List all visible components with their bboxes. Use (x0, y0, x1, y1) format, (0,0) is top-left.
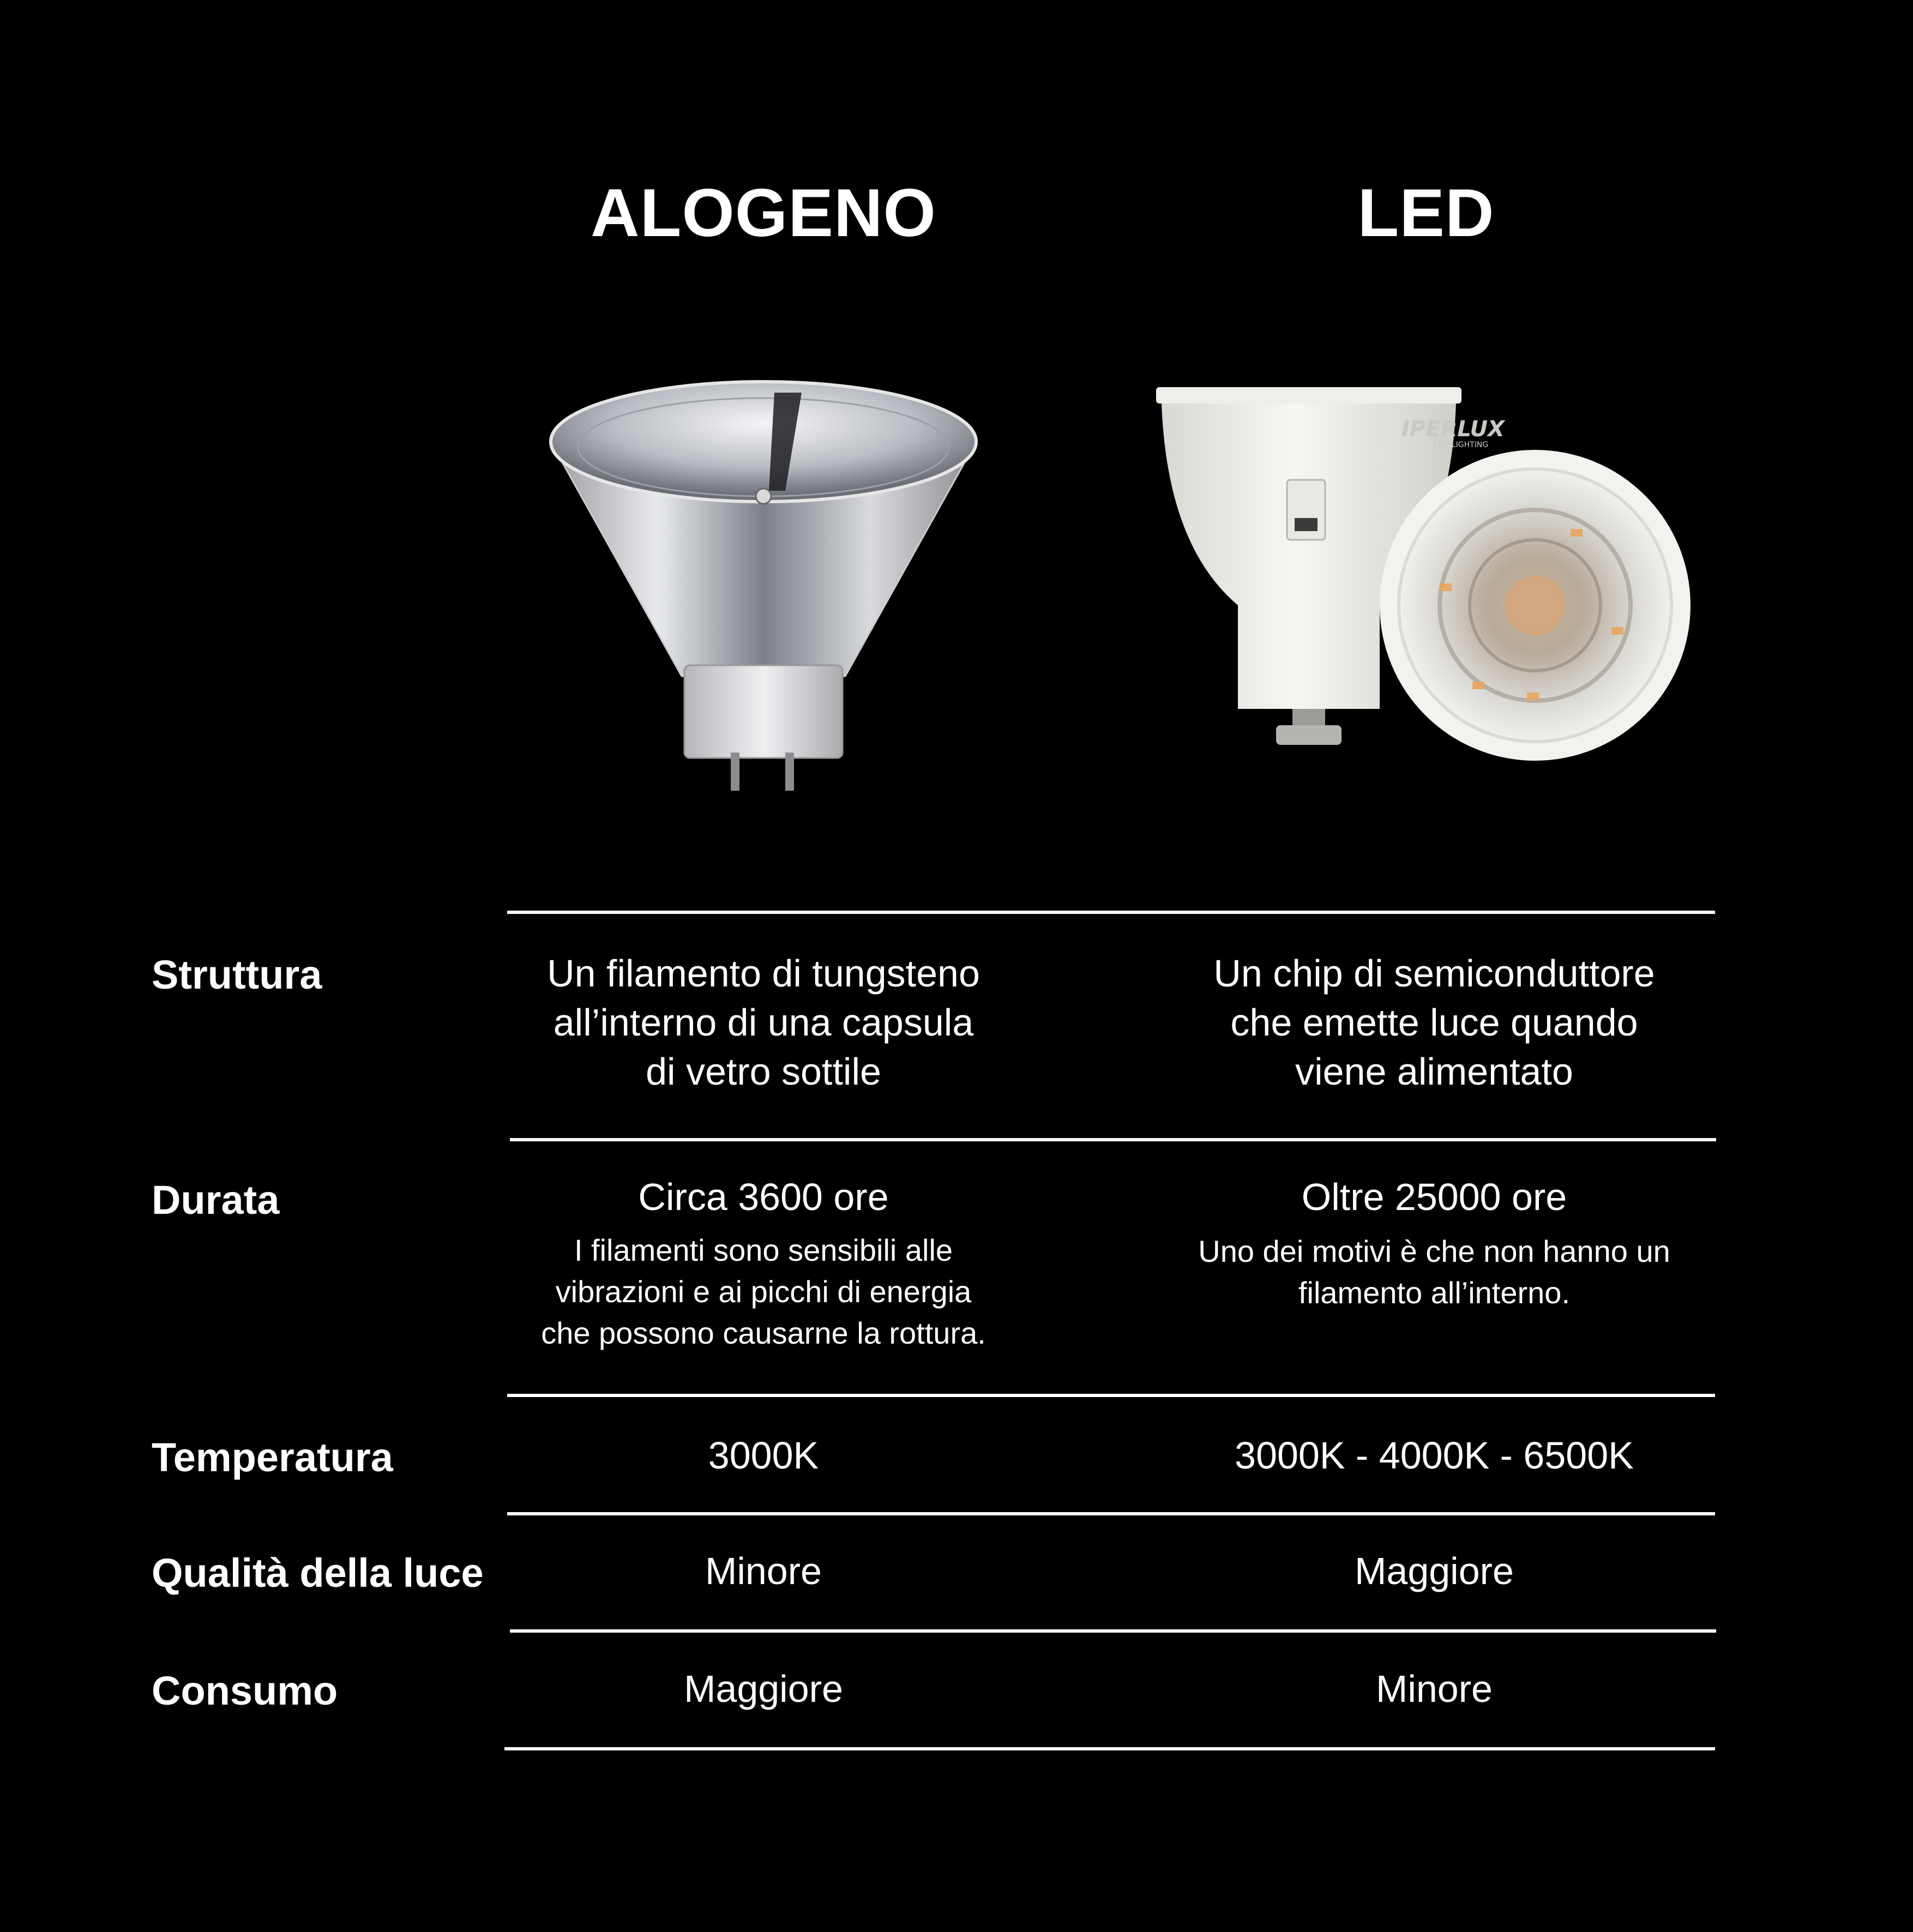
divider (510, 1629, 1716, 1633)
divider (507, 911, 1715, 914)
cell-qualita-led: Maggiore (1355, 1550, 1514, 1592)
cell-durata-alogeno: Circa 3600 ore (638, 1176, 889, 1218)
cell-durata-led: Oltre 25000 ore (1301, 1176, 1567, 1218)
cell-temperatura-led: 3000K - 4000K - 6500K (1235, 1434, 1634, 1477)
cell-struttura-led: Un chip di semiconduttore che emette luce quando viene alimentato (1213, 952, 1655, 1093)
divider (510, 1138, 1716, 1141)
cell-qualita-alogeno: Minore (705, 1550, 822, 1592)
note-durata-alogeno: I filamenti sono sensibili alle vibrazioni e ai picchi di energia che possono causarne la rottura. (541, 1233, 986, 1350)
row-label-consumo: Consumo (152, 1668, 338, 1713)
led-bulb-image (1145, 371, 1712, 774)
column-title-led: LED (1357, 176, 1495, 251)
row-label-qualita: Qualità della luce (152, 1550, 484, 1596)
cell-consumo-led: Minore (1376, 1668, 1493, 1710)
led-brand-logo: IPERLUX (1401, 417, 1505, 442)
divider (507, 1512, 1715, 1515)
cell-temperatura-alogeno: 3000K (708, 1434, 819, 1477)
halogen-bulb-image (540, 371, 987, 796)
divider (507, 1394, 1715, 1397)
divider (504, 1747, 1715, 1750)
cell-consumo-alogeno: Maggiore (684, 1668, 843, 1710)
led-brand-sub: LED LIGHTING (1434, 441, 1489, 449)
column-title-alogeno: ALOGENO (591, 176, 936, 251)
note-durata-led: Uno dei motivi è che non hanno un filamento all’interno. (1198, 1234, 1670, 1310)
cell-struttura-alogeno: Un filamento di tungsteno all’interno di una capsula di vetro sottile (547, 952, 980, 1093)
row-label-temperatura: Temperatura (152, 1435, 393, 1480)
row-label-struttura: Struttura (152, 952, 322, 997)
row-label-durata: Durata (152, 1177, 280, 1223)
